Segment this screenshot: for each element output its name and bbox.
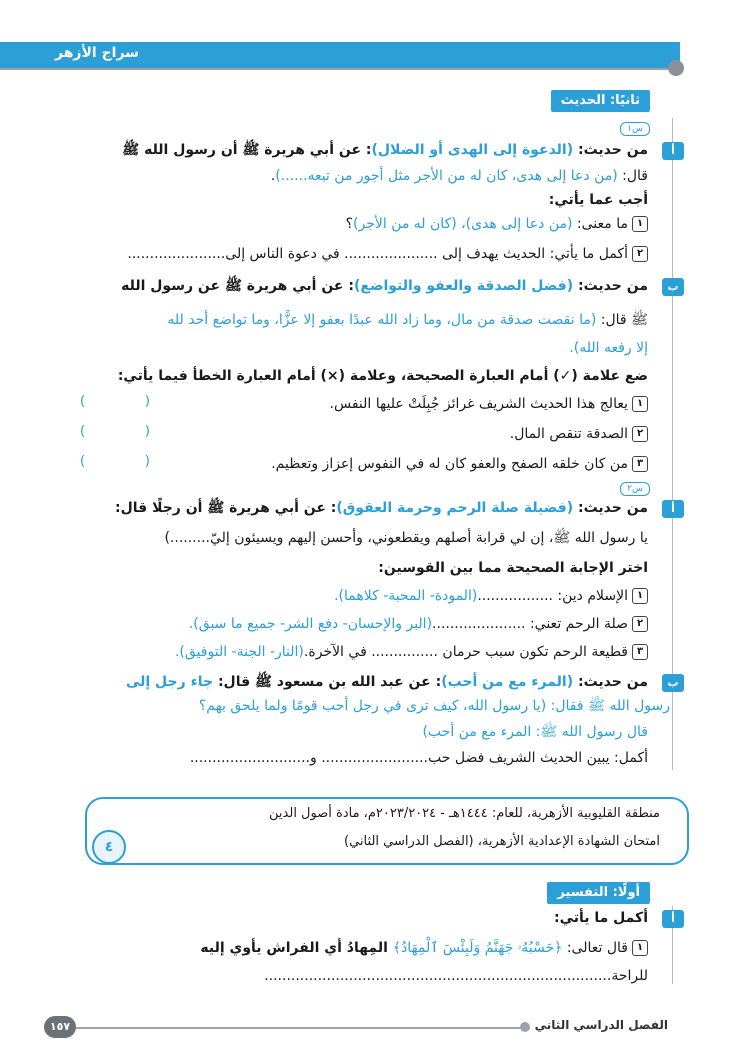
text-fragment: المِهادُ أي الفراش يأوي إليه [200, 940, 393, 956]
question-marker: أ [662, 500, 684, 518]
hadith-title: (فضل الصدقة والعفو والتواضع) [353, 278, 574, 294]
hadith-intro-line [115, 498, 648, 518]
paren: ) [144, 454, 150, 469]
text-fragment: قال: [617, 168, 648, 184]
question-marker: ب [662, 674, 684, 692]
item-text: يعالج هذا الحديث الشريف غرائز جُبِلَتْ عليها النفس. [329, 396, 628, 412]
item-text: الصدقة تنقص المال. [509, 426, 628, 442]
footer-line [60, 1027, 530, 1029]
mcq-item [175, 642, 648, 662]
paren: ) [144, 424, 150, 439]
complete-item: أكمل: يبين الحديث الشريف فضل حب........................ و........................... [189, 750, 648, 766]
item-number: ٢ [632, 246, 648, 262]
hadith-title: (المرء مع من أحب) [441, 674, 574, 690]
item-number: ١ [632, 940, 648, 956]
exam-source-line: امتحان الشهادة الإعدادية الأزهرية، (الفصل الدراسي الثاني) [344, 834, 660, 849]
instruction-text: أكمل ما يأتي: [553, 910, 648, 926]
hadith-quote: جاء رجل إلى [125, 674, 214, 690]
question-marker: أ [662, 910, 684, 928]
question-item [346, 214, 648, 234]
section-title-hadith: ثانيًا: الحديث [551, 90, 650, 112]
choices: (النار- الجنة- التوفيق). [174, 644, 304, 660]
answer-parentheses[interactable] [80, 424, 150, 439]
text-fragment: ما معنى: [572, 216, 628, 232]
text-fragment: قال تعالى: [562, 940, 628, 956]
item-number: ١ [632, 396, 648, 412]
text-fragment: ﷺ قال: [596, 312, 648, 328]
hadith-intro-line [126, 672, 648, 692]
item-number: ٣ [632, 644, 648, 660]
footer-label: الفصل الدراسي الثاني [534, 1018, 668, 1032]
header-underline [0, 68, 680, 70]
instruction-text: ضع علامة (✓) أمام العبارة الصحيحة، وعلامة (×) أمام العبارة الخطأ فيما يأتي: [117, 368, 648, 384]
text-fragment: من حديث: [573, 674, 648, 690]
hadith-text-line: يا رسول الله ﷺ، إن لي قرابة أصلهم ويقطعوني، وأحسن إليهم ويسيئون إليّ.........) [164, 530, 648, 546]
hadith-quote: (ما نقصت صدقة من مال، وما زاد الله عبدًا بعفو إلا عزًّا، وما تواضع أحد لله [167, 312, 597, 328]
item-text: الإسلام دين: ................. [477, 588, 628, 604]
text-fragment: ؟ [345, 216, 354, 232]
instruction-text: أجب عما يأتي: [548, 192, 648, 208]
hadith-intro-line [122, 140, 648, 160]
mcq-item [189, 614, 648, 634]
item-text: أكمل ما يأتي: الحديث يهدف إلى ..................... في دعوة الناس إلى...................... [127, 246, 628, 262]
margin-line [672, 478, 673, 770]
exam-source-line: منطقة القليوبية الأزهرية، للعام: ١٤٤٤هـ - ٢٠٢٣/٢٠٢٤م، مادة أصول الدين [269, 806, 660, 821]
brand-logo-text: سراج الأزهر [55, 45, 139, 61]
answer-parentheses[interactable] [80, 454, 150, 469]
section-title-tafsir: أولًا: التفسير [547, 882, 650, 904]
text-fragment: : عن أبي هريرة ﷺ أن رسول الله ﷺ [122, 142, 372, 158]
hadith-text-line [167, 310, 648, 330]
complete-item [200, 938, 648, 958]
choices: (المودة- المحبة- كلاهما). [334, 588, 478, 604]
text-fragment: : عن أبي هريرة ﷺ أن رجلًا قال: [115, 500, 337, 516]
item-number: ١ [632, 588, 648, 604]
complete-item-continued: للراحة.............................................................................. [264, 968, 648, 984]
page-number: ١٥٧ [44, 1016, 76, 1038]
answer-parentheses[interactable] [80, 394, 150, 409]
question-marker: أ [662, 142, 684, 160]
item-number: ١ [632, 216, 648, 232]
true-false-item [510, 424, 648, 444]
quran-verse: ﴿حَسْبُهُۥ جَهَنَّمُ وَلَبِئْسَ ٱلْمِهَادُ﴾ [392, 940, 563, 956]
text-fragment: . [270, 168, 276, 184]
item-text: قطيعة الرحم تكون سبب حرمان ............... في الآخرة. [303, 644, 628, 660]
header-dot [668, 60, 684, 76]
quoted-phrase: (من دعا إلى هدى)، (كان له من الأجر) [353, 216, 573, 232]
text-fragment: من حديث: [573, 142, 648, 158]
instruction-text: اختر الإجابة الصحيحة مما بين القوسين: [378, 560, 648, 576]
item-number: ٢ [632, 616, 648, 632]
question-item [127, 244, 648, 264]
hadith-text-line: قال رسول الله ﷺ: المرء مع من أحب) [422, 724, 648, 740]
hadith-intro-line [121, 276, 648, 296]
item-text: من كان خلقه الصفح والعفو كان له في النفوس إعزاز وتعظيم. [271, 456, 628, 472]
text-fragment: من حديث: [573, 500, 648, 516]
hadith-text-line: رسول الله ﷺ فقال: (يا رسول الله، كيف ترى في رجل أحب قومًا ولما يلحق بهم؟ [198, 698, 670, 714]
margin-line [672, 118, 673, 480]
true-false-item [271, 454, 648, 474]
text-fragment: : عن عبد الله بن مسعود ﷺ قال: [213, 674, 442, 690]
paren: ) [144, 394, 150, 409]
question-tag: س٢ [620, 482, 650, 496]
hadith-quote-continued: إلا رفعه الله). [569, 340, 648, 356]
text-fragment: : عن أبي هريرة ﷺ عن رسول الله [121, 278, 354, 294]
text-fragment: من حديث: [573, 278, 648, 294]
mcq-item [334, 586, 648, 606]
paren: ( [80, 424, 86, 439]
hadith-text-line [271, 166, 648, 186]
exam-badge: ٤ [92, 830, 126, 864]
question-marker: ب [662, 278, 684, 296]
item-number: ٢ [632, 426, 648, 442]
hadith-quote: (من دعا إلى هدى، كان له من الأجر مثل أجور من تبعه......) [275, 168, 618, 184]
paren: ( [80, 454, 86, 469]
footer-dot [520, 1022, 530, 1032]
item-number: ٣ [632, 456, 648, 472]
choices: (البر والإحسان- دفع الشر- جميع ما سبق). [188, 616, 433, 632]
question-tag: س١ [620, 122, 650, 136]
true-false-item [330, 394, 648, 414]
hadith-title: (الدعوة إلى الهدى أو الضلال) [371, 142, 574, 158]
item-text: صلة الرحم تعني: ..................... [432, 616, 628, 632]
paren: ( [80, 394, 86, 409]
hadith-title: (فضيلة صلة الرحم وحرمة العقوق) [336, 500, 574, 516]
